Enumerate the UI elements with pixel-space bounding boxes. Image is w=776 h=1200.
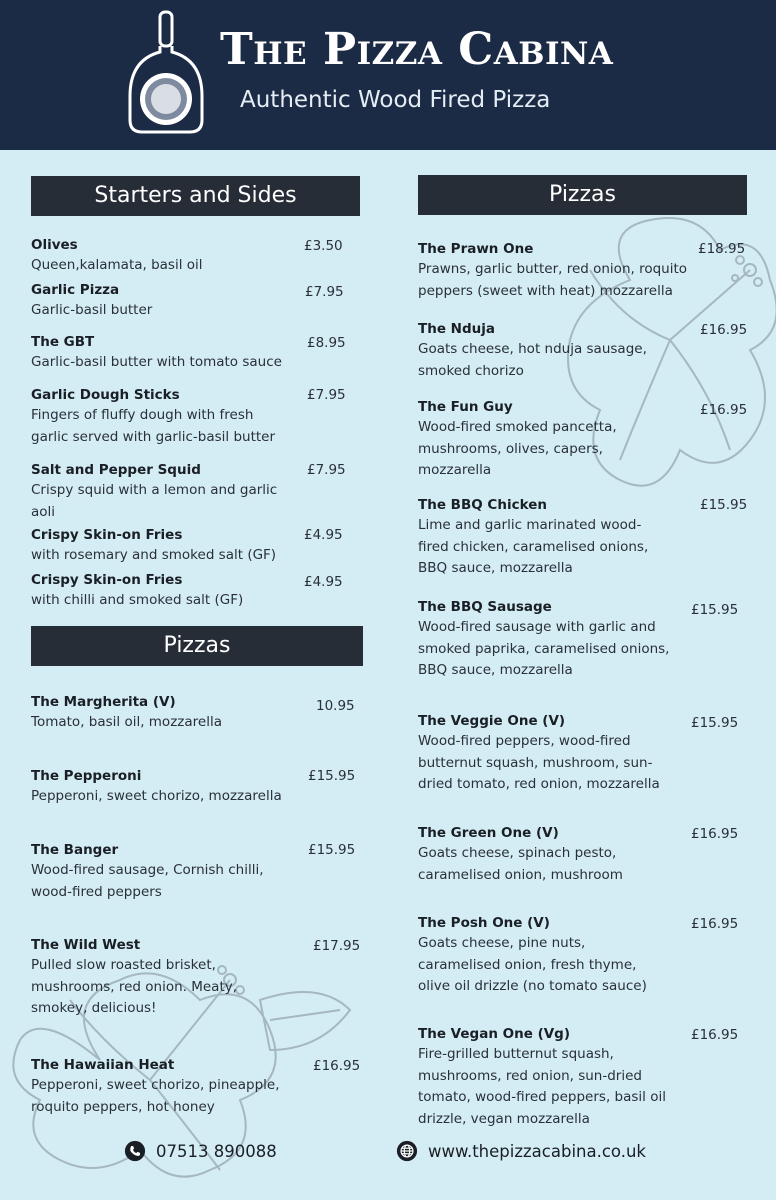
- item-price: £16.95: [700, 402, 748, 418]
- menu-item: [31, 460, 311, 523]
- menu-item: [31, 235, 301, 277]
- item-name: The BBQ Chicken: [418, 497, 547, 513]
- item-description: Lime and garlic marinated wood-: [418, 517, 642, 533]
- menu-item: [31, 935, 311, 1020]
- item-description: Pulled slow roasted brisket,: [31, 957, 216, 973]
- pizza-peel-logo-icon: [126, 8, 206, 136]
- item-name: The Green One (V): [418, 825, 559, 841]
- item-description: Crispy squid with a lemon and garlic: [31, 482, 278, 498]
- item-description: caramelised onion, fresh thyme,: [418, 956, 637, 973]
- item-name: Garlic Pizza: [31, 282, 120, 298]
- phone-number: 07513 890088: [156, 1141, 277, 1161]
- menu-item: [31, 385, 311, 448]
- item-name: The GBT: [31, 334, 95, 350]
- pizzas-right-heading: Pizzas: [418, 175, 747, 215]
- item-description: wood-fired peppers: [31, 883, 162, 900]
- menu-item: [31, 332, 321, 374]
- item-description: butternut squash, mushroom, sun-: [418, 754, 653, 771]
- item-description: Garlic-basil butter with tomato sauce: [31, 354, 282, 370]
- item-name: The Margherita (V): [31, 694, 176, 710]
- restaurant-title: The Pizza Cabina: [220, 24, 614, 75]
- item-name: The BBQ Sausage: [418, 599, 552, 615]
- item-price: £7.95: [307, 387, 346, 403]
- item-price: £17.95: [313, 938, 361, 954]
- item-name: The Banger: [31, 842, 119, 858]
- item-description: Queen,kalamata, basil oil: [31, 257, 203, 273]
- item-description: Prawns, garlic butter, red onion, roquito: [418, 261, 688, 277]
- item-description: dried tomato, red onion, mozzarella: [418, 776, 660, 792]
- menu-item: [418, 239, 708, 302]
- menu-item: [31, 766, 321, 808]
- pizzas-left-heading: Pizzas: [31, 626, 363, 666]
- item-name: The Wild West: [31, 937, 141, 953]
- item-price: £15.95: [308, 768, 356, 784]
- item-name: The Posh One (V): [418, 915, 550, 931]
- item-price: £7.95: [305, 284, 344, 300]
- header: [0, 0, 776, 150]
- item-price: £15.95: [691, 602, 739, 618]
- item-description: Goats cheese, hot nduja sausage,: [418, 341, 647, 357]
- item-price: £16.95: [700, 322, 748, 338]
- item-description: Fingers of fluffy dough with fresh: [31, 407, 254, 423]
- item-description: Tomato, basil oil, mozzarella: [31, 714, 222, 730]
- item-description: with chilli and smoked salt (GF): [31, 592, 244, 608]
- item-description: Garlic-basil butter: [31, 302, 153, 318]
- item-name: The Fun Guy: [418, 399, 513, 415]
- item-description: Wood-fired peppers, wood-fired: [418, 733, 631, 749]
- item-price: £16.95: [691, 826, 739, 842]
- menu-item: [418, 495, 698, 580]
- item-name: The Veggie One (V): [418, 713, 566, 729]
- item-description: smoked chorizo: [418, 362, 524, 379]
- item-price: £8.95: [307, 335, 346, 351]
- starters-heading: Starters and Sides: [31, 176, 360, 216]
- menu-item: [418, 711, 698, 796]
- item-price: £16.95: [313, 1058, 361, 1074]
- item-description: BBQ sauce, mozzarella: [418, 560, 573, 576]
- item-price: £16.95: [691, 916, 739, 932]
- item-description: mushrooms, red onion. Meaty,: [31, 978, 238, 995]
- item-name: The Prawn One: [418, 241, 534, 257]
- item-description: Pepperoni, sweet chorizo, pineapple,: [31, 1077, 280, 1093]
- phone-contact[interactable]: [124, 1140, 277, 1162]
- item-description: caramelised onion, mushroom: [418, 866, 623, 883]
- item-description: mushrooms, olives, capers,: [418, 440, 603, 457]
- item-price: £15.95: [691, 715, 739, 731]
- menu-item: [418, 397, 698, 482]
- menu-item: [31, 570, 311, 612]
- item-description: garlic served with garlic-basil butter: [31, 428, 276, 445]
- menu-item: [418, 597, 698, 682]
- item-description: smokey, delicious!: [31, 1000, 157, 1016]
- item-price: £16.95: [691, 1027, 739, 1043]
- item-name: Olives: [31, 237, 78, 253]
- item-description: BBQ sauce, mozzarella: [418, 662, 573, 678]
- item-description: Fire-grilled butternut squash,: [418, 1046, 614, 1062]
- menu-item: [31, 692, 311, 734]
- item-name: The Vegan One (Vg): [418, 1026, 571, 1042]
- menu-item: [418, 1024, 708, 1130]
- menu-item: [31, 1055, 321, 1118]
- item-name: The Hawaiian Heat: [31, 1057, 175, 1073]
- website-url[interactable]: www.thepizzacabina.co.uk: [428, 1141, 646, 1161]
- phone-icon: [124, 1140, 146, 1162]
- item-price: £3.50: [304, 238, 343, 254]
- item-name: Crispy Skin-on Fries: [31, 572, 183, 588]
- menu-item: [31, 525, 311, 567]
- menu-item: [418, 913, 698, 998]
- menu-item: [31, 280, 301, 322]
- item-description: olive oil drizzle (no tomato sauce): [418, 978, 647, 994]
- item-description: mozzarella: [418, 462, 492, 478]
- menu-item: [418, 319, 698, 382]
- item-price: 10.95: [316, 698, 355, 714]
- website-link[interactable]: [396, 1140, 646, 1162]
- item-description: Wood-fired smoked pancetta,: [418, 419, 617, 435]
- item-name: Salt and Pepper Squid: [31, 462, 201, 478]
- item-description: tomato, wood-fired peppers, basil oil: [418, 1089, 666, 1105]
- globe-icon: [396, 1140, 418, 1162]
- item-description: fired chicken, caramelised onions,: [418, 538, 649, 555]
- item-description: Wood-fired sausage, Cornish chilli,: [31, 862, 264, 878]
- item-price: £4.95: [304, 527, 343, 543]
- restaurant-subtitle: Authentic Wood Fired Pizza: [240, 87, 551, 113]
- menu-item: [418, 823, 698, 886]
- item-description: aoli: [31, 503, 56, 520]
- item-description: peppers (sweet with heat) mozzarella: [418, 282, 673, 299]
- item-price: £4.95: [304, 574, 343, 590]
- item-description: Goats cheese, pine nuts,: [418, 935, 586, 951]
- item-name: Crispy Skin-on Fries: [31, 527, 183, 543]
- menu-item: [31, 840, 311, 903]
- item-name: The Pepperoni: [31, 768, 142, 784]
- item-price: £15.95: [308, 842, 356, 858]
- item-description: drizzle, vegan mozzarella: [418, 1110, 590, 1127]
- item-description: mushrooms, red onion, sun-dried: [418, 1067, 642, 1084]
- item-name: Garlic Dough Sticks: [31, 387, 180, 403]
- item-description: with rosemary and smoked salt (GF): [31, 547, 277, 563]
- item-price: £15.95: [700, 497, 748, 513]
- item-description: smoked paprika, caramelised onions,: [418, 640, 670, 657]
- item-description: roquito peppers, hot honey: [31, 1098, 215, 1115]
- item-price: £7.95: [307, 462, 346, 478]
- item-name: The Nduja: [418, 321, 495, 337]
- item-price: £18.95: [698, 241, 746, 257]
- item-description: Wood-fired sausage with garlic and: [418, 619, 656, 635]
- item-description: Goats cheese, spinach pesto,: [418, 845, 617, 861]
- item-description: Pepperoni, sweet chorizo, mozzarella: [31, 788, 282, 804]
